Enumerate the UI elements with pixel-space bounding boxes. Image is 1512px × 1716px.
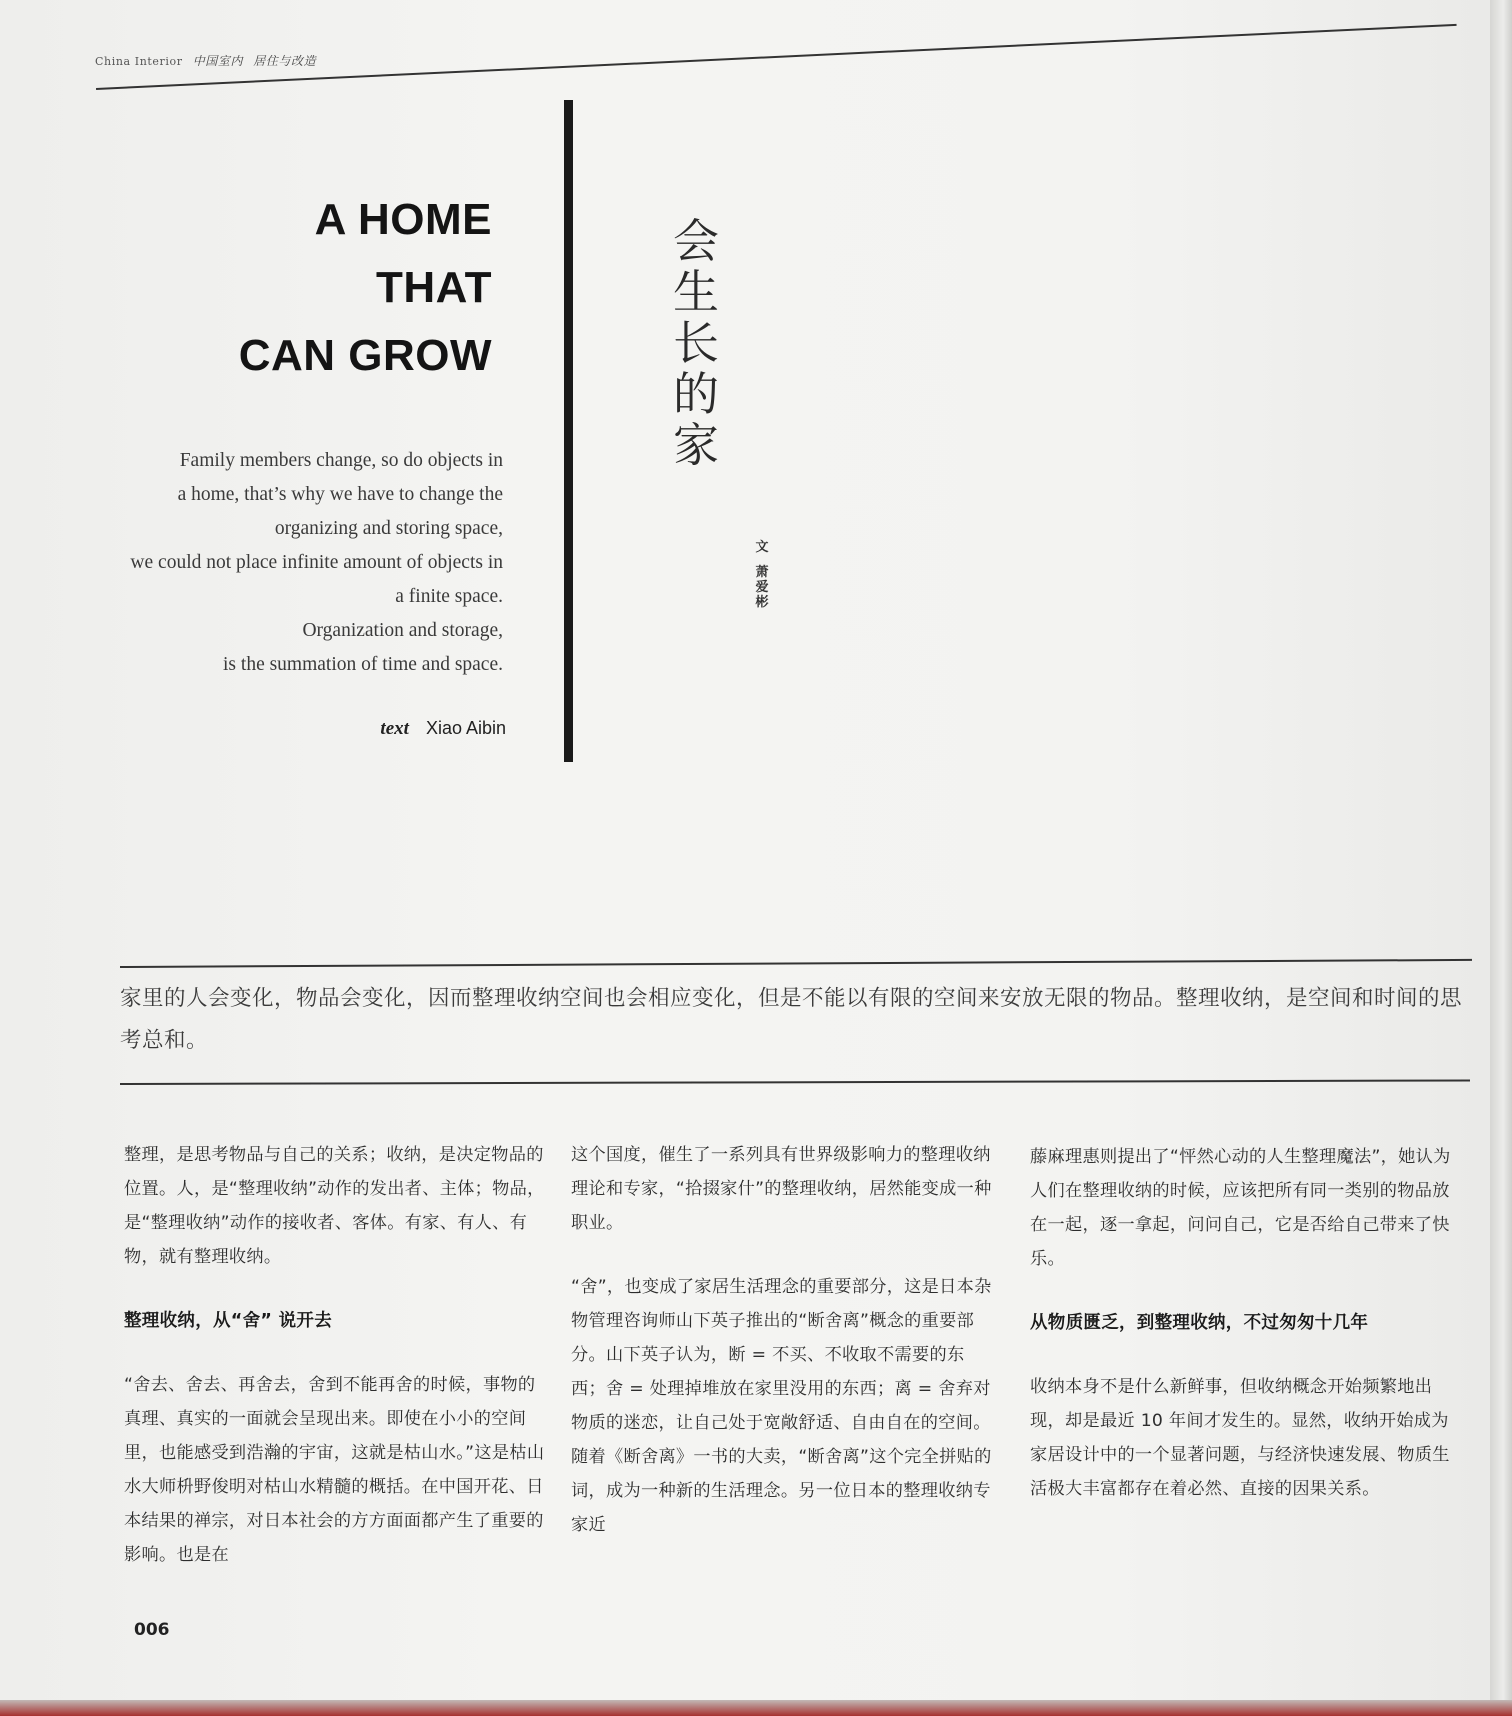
author-char: 萧 (755, 565, 769, 580)
lede-bottom-rule (120, 1079, 1470, 1084)
body-paragraph: 收纳本身不是什么新鲜事，但收纳概念开始频繁地出现，却是最近 10 年间才发生的。显然，收纳开始成为家居设计中的一个显著问题，与经济快速发展、物质生活极大丰富都存在着必然、直接的因果关系。 (1030, 1377, 1450, 1499)
vertical-divider (564, 100, 573, 762)
magazine-name: China Interior (95, 55, 183, 68)
body-paragraph: 这个国度，催生了一系列具有世界级影响力的整理收纳理论和专家，“拾掇家什”的整理收纳，居然能变成一种职业。 (571, 1145, 992, 1233)
title-char: 生 (673, 265, 719, 319)
chinese-title (668, 216, 724, 471)
english-byline (380, 718, 506, 740)
intro-line: a finite space. (395, 586, 503, 607)
magazine-name-zh: 中国室内 (192, 54, 244, 68)
byline-label: text (380, 718, 409, 739)
subheading: 整理收纳，从“舍” 说开去 (124, 1311, 332, 1331)
body-column-2 (571, 1138, 996, 1572)
chinese-byline (752, 540, 772, 610)
title-char: 家 (673, 418, 719, 472)
body-column-3 (1030, 1140, 1455, 1536)
subheading: 从物质匮乏，到整理收纳，不过匆匆十几年 (1030, 1313, 1369, 1333)
intro-line: a home, that’s why we have to change the (177, 484, 503, 505)
lede-paragraph: 家里的人会变化，物品会变化，因而整理收纳空间也会相应变化，但是不能以有限的空间来安放无限的物品。整理收纳，是空间和时间的思考总和。 (120, 986, 1463, 1053)
section-name: 居住与改造 (253, 54, 317, 68)
title-line: A HOME (314, 195, 492, 244)
intro-line: we could not place infinite amount of objects in (130, 552, 503, 573)
cover-edge (0, 1700, 1512, 1716)
title-line: THAT (375, 263, 492, 312)
body-column-1 (124, 1138, 549, 1602)
intro-line: organizing and storing space, (274, 518, 503, 539)
body-paragraph: “舍去、舍去、再舍去，舍到不能再舍的时候，事物的真理、真实的一面就会呈现出来。即使在小小的空间里，也能感受到浩瀚的宇宙，这就是枯山水。”这是枯山水大师枡野俊明对枯山水精髓的概括。在中国开花、日本结果的禅宗，对日本社会的方方面面都产生了重要的影响。也是在 (124, 1375, 545, 1565)
title-char: 会 (673, 214, 719, 268)
english-title (239, 186, 492, 390)
body-paragraph: 藤麻理惠则提出了“怦然心动的人生整理魔法”，她认为人们在整理收纳的时候，应该把所有同一类别的物品放在一起，逐一拿起，问问自己，它是否给自己带来了快乐。 (1030, 1147, 1451, 1269)
byline-author: Xiao Aibin (425, 718, 506, 738)
english-intro (130, 444, 503, 682)
author-char: 彬 (755, 595, 769, 610)
body-paragraph: 整理，是思考物品与自己的关系；收纳，是决定物品的位置。人，是“整理收纳”动作的发出者、主体；物品，是“整理收纳”动作的接收者、客体。有家、有人、有物，就有整理收纳。 (124, 1145, 545, 1267)
running-head (95, 52, 316, 69)
page-edge (1490, 0, 1512, 1716)
body-paragraph: “舍”，也变成了家居生活理念的重要部分，这是日本杂物管理咨询师山下英子推出的“断舍离”概念的重要部分。山下英子认为，断 = 不买、不收取不需要的东西；舍 = 处理掉堆放在家里没用的东西；离 = 舍弃对物质的迷恋，让自己处于宽敞舒适、自由自在的空间。随着《断舍离》一书的大卖，“断舍离”这个完全拼贴的词，成为一种新的生活理念。另一位日本的整理收纳专家近 (571, 1277, 992, 1535)
author-char: 爱 (755, 580, 769, 595)
lede-top-rule (120, 959, 1472, 968)
title-line: CAN GROW (238, 331, 492, 380)
intro-line: Organization and storage, (302, 620, 503, 641)
page-number: 006 (134, 1620, 170, 1640)
title-char: 长 (673, 316, 719, 370)
intro-line: Family members change, so do objects in (179, 450, 503, 471)
title-char: 的 (673, 367, 719, 421)
byline-label-zh: 文 (755, 540, 769, 555)
intro-line: is the summation of time and space. (223, 654, 503, 675)
